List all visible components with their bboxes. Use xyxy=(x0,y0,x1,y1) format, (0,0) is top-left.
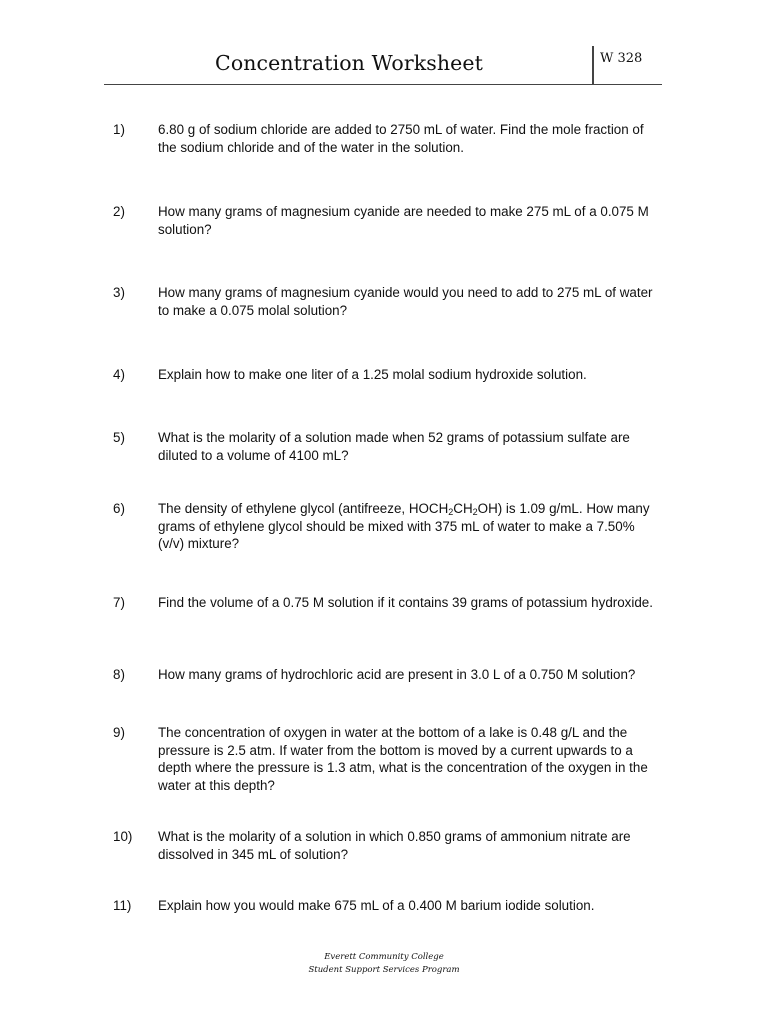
footer-institution: Everett Community College xyxy=(324,952,444,962)
question-number: 3) xyxy=(113,285,125,300)
question-number: 2) xyxy=(113,204,125,219)
question-number: 8) xyxy=(113,667,125,682)
formula-part: CH xyxy=(453,501,473,516)
question-text-before: The density of ethylene glycol (antifreeze, xyxy=(158,501,409,516)
question-text xyxy=(158,500,663,553)
question-text: 6.80 g of sodium chloride are added to 2750 mL of water. Find the mole fraction of the sodium chloride and of the water in the solution. xyxy=(158,122,644,155)
question-text-after: ) is 1.09 g/mL. How many grams of ethylene glycol should be mixed with 375 mL of water to make a 7.50% (v/v) mixture? xyxy=(158,501,650,551)
formula-subscript: 2 xyxy=(448,507,454,517)
question-text: How many grams of hydrochloric acid are present in 3.0 L of a 0.750 M solution? xyxy=(158,667,636,682)
formula-subscript: 2 xyxy=(472,507,478,517)
page-title: Concentration Worksheet xyxy=(215,51,483,75)
question-text: What is the molarity of a solution in which 0.850 grams of ammonium nitrate are dissolved in 345 mL of solution? xyxy=(158,829,631,862)
question-number: 4) xyxy=(113,367,125,382)
question-number: 9) xyxy=(113,725,125,740)
question-text: How many grams of magnesium cyanide are needed to make 275 mL of a 0.075 M solution? xyxy=(158,204,649,237)
question-text: Explain how to make one liter of a 1.25 molal sodium hydroxide solution. xyxy=(158,367,587,382)
question-number: 10) xyxy=(113,829,133,844)
question-number: 6) xyxy=(113,501,125,516)
question-text: Find the volume of a 0.75 M solution if it contains 39 grams of potassium hydroxide. xyxy=(158,595,653,610)
question-text: Explain how you would make 675 mL of a 0.400 M barium iodide solution. xyxy=(158,898,595,913)
chemical-formula xyxy=(409,501,498,516)
page-footer xyxy=(234,951,534,977)
footer-program: Student Support Services Program xyxy=(308,965,460,975)
question-text: How many grams of magnesium cyanide would you need to add to 275 mL of water to make a 0.075 molal solution? xyxy=(158,285,653,318)
question-text: The concentration of oxygen in water at the bottom of a lake is 0.48 g/L and the pressure is 2.5 atm. If water from the bottom is moved by a current upwards to a depth where the pressure is 1.3 atm, what is the concentration of the oxygen in the water at this depth? xyxy=(158,725,648,793)
question-number: 7) xyxy=(113,595,125,610)
question-number: 5) xyxy=(113,430,125,445)
question-text: What is the molarity of a solution made when 52 grams of potassium sulfate are diluted to a volume of 4100 mL? xyxy=(158,430,630,463)
formula-part: OH xyxy=(477,501,498,516)
document-code: W 328 xyxy=(592,46,642,84)
question-number: 11) xyxy=(113,898,132,913)
worksheet-header xyxy=(104,46,662,85)
formula-part: HOCH xyxy=(408,501,449,516)
question-number: 1) xyxy=(113,122,125,137)
